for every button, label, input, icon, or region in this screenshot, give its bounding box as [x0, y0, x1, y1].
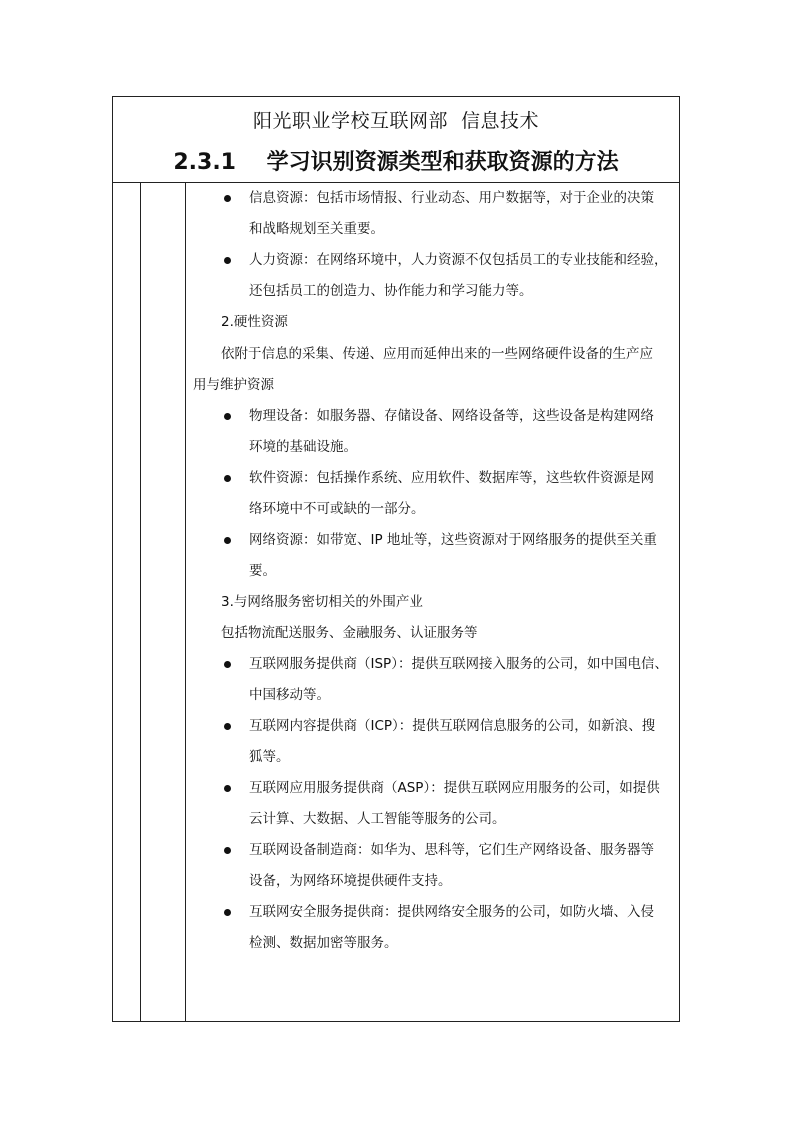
physical-devices-line-2: 环境的基础设施。: [249, 439, 357, 455]
bullet-dot: [224, 723, 231, 730]
industry-heading: 3.与网络服务密切相关的外围产业: [221, 594, 423, 610]
network-resource-line-1: 网络资源：如带宽、IP 地址等，这些资源对于网络服务的提供至关重: [249, 532, 657, 548]
asp-line-2: 云计算、大数据、人工智能等服务的公司。: [249, 811, 506, 827]
section-number: 2.3.1: [173, 150, 236, 175]
info-resource-line-1: 信息资源：包括市场情报、行业动态、用户数据等，对于企业的决策: [249, 190, 654, 206]
network-resource-line-2: 要。: [249, 563, 276, 579]
bullet-dot: [224, 909, 231, 916]
industry-intro: 包括物流配送服务、金融服务、认证服务等: [221, 625, 478, 641]
human-resource-line-2: 还包括员工的创造力、协作能力和学习能力等。: [249, 283, 533, 299]
bullet-dot: [224, 785, 231, 792]
hardware-intro-line-1: 依附于信息的采集、传递、应用而延伸出来的一些网络硬件设备的生产应: [221, 346, 653, 362]
security-line-2: 检测、数据加密等服务。: [249, 935, 398, 951]
security-line-1: 互联网安全服务提供商：提供网络安全服务的公司，如防火墙、入侵: [249, 904, 654, 920]
physical-devices-line-1: 物理设备：如服务器、存储设备、网络设备等，这些设备是构建网络: [249, 408, 654, 424]
human-resource-line-1: 人力资源：在网络环境中，人力资源不仅包括员工的专业技能和经验，: [249, 252, 668, 268]
info-resource-line-2: 和战略规划至关重要。: [249, 221, 384, 237]
bullet-dot: [224, 195, 231, 202]
document-frame: [112, 96, 680, 1022]
bullet-dot: [224, 847, 231, 854]
document-header: [113, 97, 679, 183]
isp-line-1: 互联网服务提供商（ISP）：提供互联网接入服务的公司，如中国电信、: [249, 656, 668, 672]
bullet-dot: [224, 475, 231, 482]
column-divider-left: [140, 183, 141, 1021]
asp-line-1: 互联网应用服务提供商（ASP）：提供互联网应用服务的公司，如提供: [249, 780, 660, 796]
isp-line-2: 中国移动等。: [249, 687, 330, 703]
icp-line-1: 互联网内容提供商（ICP）：提供互联网信息服务的公司，如新浪、搜: [249, 718, 656, 734]
section-title: 学习识别资源类型和获取资源的方法: [266, 150, 619, 175]
bullet-dot: [224, 413, 231, 420]
school-department-line: 阳光职业学校互联网部 信息技术: [252, 110, 540, 132]
bullet-dot: [224, 257, 231, 264]
icp-line-2: 狐等。: [249, 749, 290, 765]
software-resource-line-1: 软件资源：包括操作系统、应用软件、数据库等，这些软件资源是网: [249, 470, 654, 486]
manufacturers-line-1: 互联网设备制造商：如华为、思科等，它们生产网络设备、服务器等: [249, 842, 654, 858]
hardware-intro-line-2: 用与维护资源: [193, 377, 274, 393]
section-title-line: [113, 145, 679, 176]
hardware-heading: 2.硬性资源: [221, 314, 288, 330]
manufacturers-line-2: 设备，为网络环境提供硬件支持。: [249, 873, 452, 889]
software-resource-line-2: 络环境中不可或缺的一部分。: [249, 501, 425, 517]
bullet-dot: [224, 661, 231, 668]
content-area: [186, 183, 679, 1021]
bullet-dot: [224, 537, 231, 544]
